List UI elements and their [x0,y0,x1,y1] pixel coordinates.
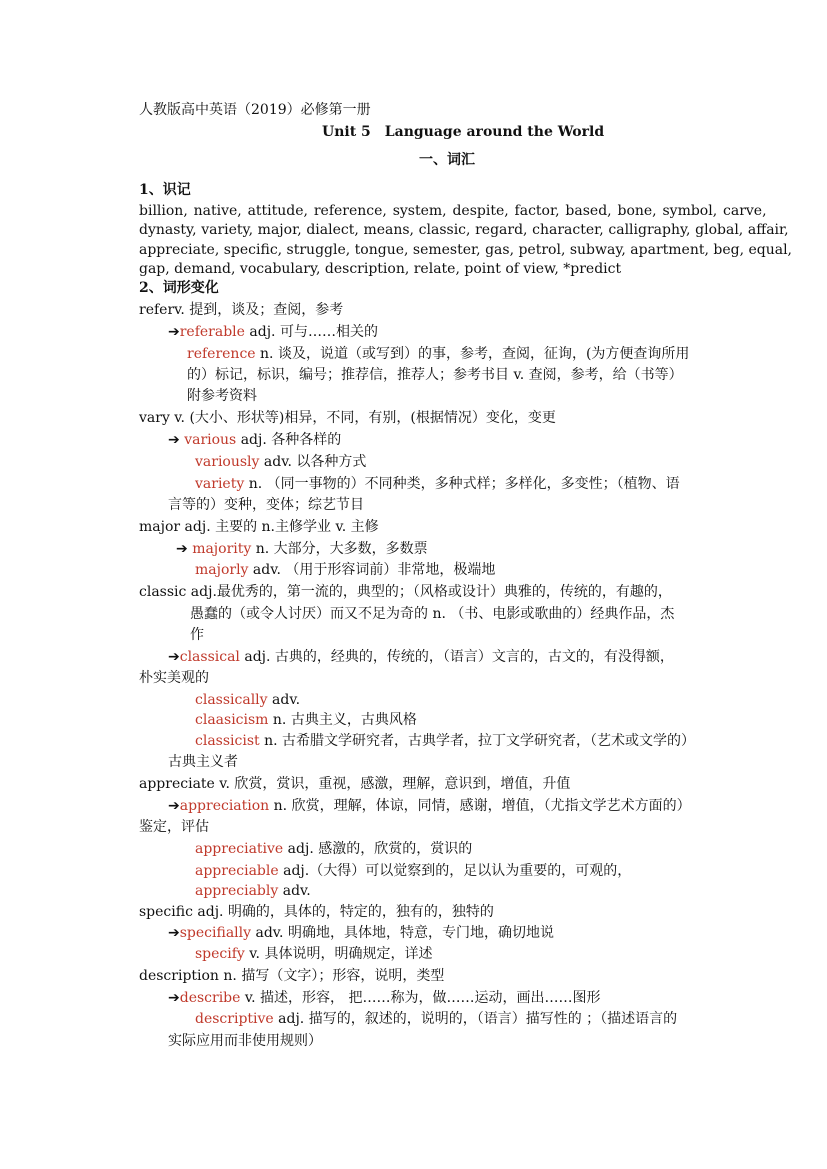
arrow-icon: ➔ [168,990,180,1006]
part2-heading: 2、词形变化 [139,280,219,296]
derived-word: appreciative [195,841,284,857]
derived-word: appreciable [195,863,279,879]
definition-continued: 实际应用而非使用规则） [168,1033,322,1049]
derived-claasicism [195,710,417,730]
word-list-line: appreciate, specific, struggle, tongue, semester, gas, petrol, subway, apartment, beg, equal, [139,242,793,258]
derived-word: reference [187,346,256,362]
definition: n. 古希腊文学研究者，古典学者，拉丁文学研究者，（艺术或文学的） [259,733,696,749]
headword: appreciate [139,776,215,792]
definition: adv. 以各种方式 [259,454,367,470]
definition-continued: 古典主义者 [168,754,238,770]
derived-word: majority [192,541,252,557]
derived-classicist [195,731,695,751]
derived-word: appreciably [195,883,279,899]
definition: adj. 描写的，叙述的，说明的，（语言）描写性的 ；（描述语言的 [273,1011,678,1027]
word-list-line: billion, native, attitude, reference, system, despite, factor, based, bone, symbol, carve, [139,203,767,219]
definition: adv. 明确地，具体地，特意，专门地，确切地说 [251,925,554,941]
definition: adv. [267,692,301,708]
definition: adv. （用于形容词前）非常地，极端地 [248,562,496,578]
headword: specific [139,904,193,920]
derived-appreciably [195,881,311,901]
definition: v. 具体说明，明确规定，详述 [244,946,433,962]
definition: adj. 各种各样的 [236,432,342,448]
derived-word: specify [195,946,245,962]
derived-word: variety [195,476,245,492]
definition: v. 欣赏，赏识，重视，感激，理解，意识到，增值，升值 [214,776,571,792]
derived-word: classically [195,692,268,708]
definition: n. （同一事物的）不同种类，多种式样；多样化，多变性；（植物、语 [244,476,680,492]
arrow-icon: ➔ [176,541,188,557]
entry-vary [139,408,556,428]
definition-continued: 言等的）变种，变体；综艺节目 [168,497,364,513]
entry-refer [139,300,343,320]
derived-various [168,430,341,450]
definition-continued: 愚蠢的（或令人讨厌）而又不足为奇的 n. （书、电影或歌曲的）经典作品，杰 [190,606,675,622]
derived-word: various [184,432,237,448]
entry-description [139,966,444,986]
definition: adj. 感激的，欣赏的，赏识的 [283,841,473,857]
definition: adj. 可与……相关的 [244,324,378,340]
arrow-icon: ➔ [168,432,180,448]
arrow-icon: ➔ [168,798,180,814]
definition: n. 描写（文字）；形容，说明，类型 [218,968,445,984]
definition: v. 提到，谈及；查阅，参考 [174,302,344,318]
definition: n. 大部分，大多数，多数票 [251,541,428,557]
arrow-icon: ➔ [168,324,180,340]
derived-classically [195,690,300,710]
definition: n. 古典主义，古典风格 [268,712,417,728]
definition: v. 描述，形容， 把……称为，做……运动，画出……图形 [240,990,601,1006]
derived-word: descriptive [195,1011,274,1027]
definition-continued: 的）标记，标识，编号；推荐信，推荐人；参考书目 v. 查阅，参考，给（书等） [187,367,683,383]
word-list-line: gap, demand, vocabulary, description, relate, point of view, *predict [139,261,622,277]
derived-reference [187,344,689,364]
definition: v. (大小、形状等)相异，不同，有别，(根据情况）变化，变更 [169,410,556,426]
derived-variety [195,474,680,494]
derived-word: classicist [195,733,260,749]
derived-referable [168,322,378,342]
unit-title: Unit 5 Language around the World [322,124,605,140]
word-list-line: dynasty, variety, major, dialect, means, classic, regard, character, calligraphy, global, affair, [139,222,789,238]
derived-appreciable [195,861,631,881]
entry-specific [139,902,494,922]
definition: n. 欣赏，理解，体谅，同情，感谢，增值，（尤指文学艺术方面的） [269,798,691,814]
derived-classical [168,647,674,667]
definition: adj. 明确的，具体的，特定的，独有的，独特的 [192,904,494,920]
definition: adj. 古典的，经典的，传统的，（语言）文言的，古文的，有没得额， [239,649,674,665]
headword: refer [139,302,175,318]
definition-continued: 附参考资料 [187,388,257,404]
derived-variously [195,452,366,472]
derived-word: referable [179,324,245,340]
definition-continued: 鉴定，评估 [139,819,209,835]
derived-appreciative [195,839,472,859]
derived-majorly [195,560,495,580]
part1-heading: 1、识记 [139,182,191,198]
derived-specify [195,944,432,964]
definition: adj.（大得）可以觉察到的，足以认为重要的，可观的， [278,863,632,879]
derived-word: describe [179,990,241,1006]
headword: vary [139,410,170,426]
definition: adv. [278,883,311,899]
derived-word: specifially [179,925,252,941]
entry-classic [139,582,672,602]
definition: n. 谈及，说道（或写到）的事，参考，查阅，征询，(为方便查询所用 [255,346,690,362]
definition: adj.最优秀的，第一流的，典型的；（风格或设计）典雅的，传统的，有趣的， [186,584,672,600]
headword: classic [139,584,187,600]
book-title: 人教版高中英语（2019）必修第一册 [139,102,371,118]
entry-major [139,517,379,537]
derived-word: classical [179,649,240,665]
derived-describe [168,988,601,1008]
derived-word: claasicism [195,712,269,728]
headword: description [139,968,219,984]
derived-word: appreciation [179,798,270,814]
headword: major [139,519,181,535]
derived-word: majorly [195,562,249,578]
section-title: 一、词汇 [419,152,475,168]
definition: adj. 主要的 n.主修学业 v. 主修 [180,519,379,535]
derived-appreciation [168,796,691,816]
entry-appreciate [139,774,570,794]
derived-specifially [168,923,554,943]
definition-continued: 朴实美观的 [139,670,209,686]
derived-word: variously [195,454,260,470]
derived-descriptive [195,1009,677,1029]
arrow-icon: ➔ [168,925,180,941]
definition-continued: 作 [190,627,204,643]
arrow-icon: ➔ [168,649,180,665]
derived-majority [176,539,428,559]
